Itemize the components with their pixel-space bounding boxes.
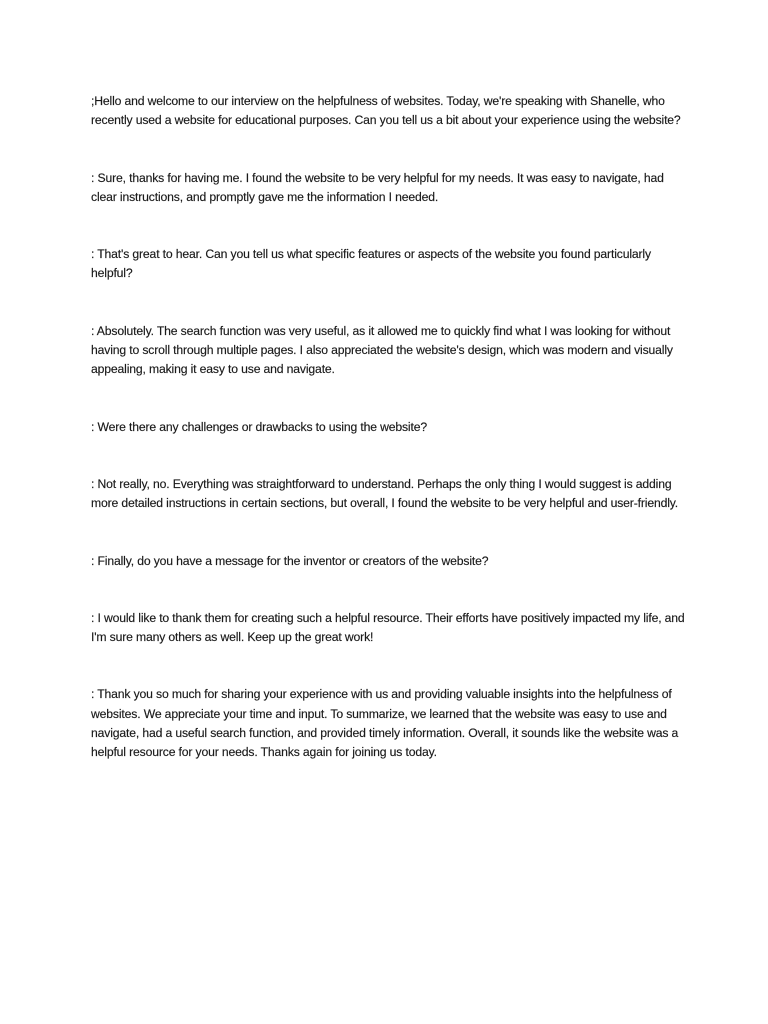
interview-closing-paragraph: : Thank you so much for sharing your experience with us and providing valuable insights into the helpfulness of websites. We appreciate your time and input. To summarize, we learned that the website was easy to use and navigate, had a useful search function, and provided timely information. Overall, it sounds like the website was a helpful resource for your needs. Thanks again for joining us today. — [91, 687, 679, 760]
interview-question-paragraph: : Were there any challenges or drawbacks to using the website? — [91, 419, 427, 434]
interview-answer-paragraph: : I would like to thank them for creating such a helpful resource. Their efforts have positively impacted my life, and I'm sure many others as well. Keep up the great work! — [91, 610, 685, 645]
interview-answer-paragraph: : Absolutely. The search function was very useful, as it allowed me to quickly find what I was looking for without having to scroll through multiple pages. I also appreciated the website's design, which was modern and visually appealing, making it easy to use and navigate. — [91, 323, 673, 377]
interview-answer-paragraph: : Sure, thanks for having me. I found the website to be very helpful for my needs. It was easy to navigate, had clear instructions, and promptly gave me the information I needed. — [91, 170, 664, 204]
interview-answer-paragraph: : Not really, no. Everything was straightforward to understand. Perhaps the only thing I would suggest is adding more detailed instructions in certain sections, but overall, I found the website to be very helpful and user-friendly. — [91, 476, 679, 511]
interview-intro-paragraph: ;Hello and welcome to our interview on the helpfulness of websites. Today, we're speaking with Shanelle, who recently used a website for educational purposes. Can you tell us a bit about your experience using the website? — [91, 94, 681, 128]
interview-question-paragraph: : Finally, do you have a message for the inventor or creators of the website? — [91, 553, 489, 568]
interview-question-paragraph: : That's great to hear. Can you tell us what specific features or aspects of the website you found particularly helpful? — [91, 247, 651, 281]
